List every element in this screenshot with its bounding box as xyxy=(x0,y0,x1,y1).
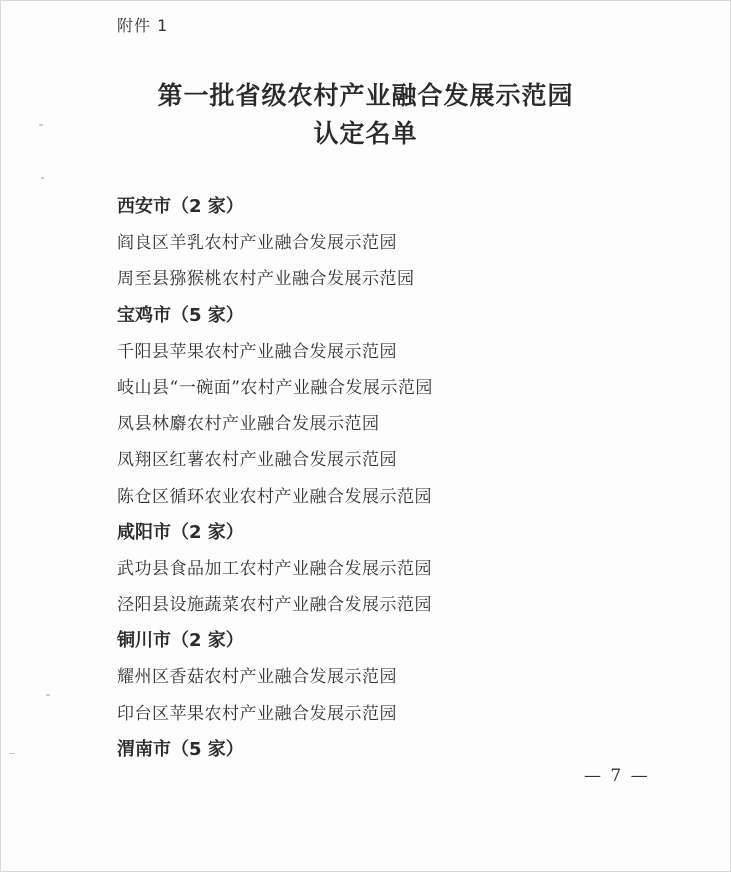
city-heading-xian: 西安市（2 家） xyxy=(117,196,244,217)
park-item: 凤翔区红薯农村产业融合发展示范园 xyxy=(117,450,397,471)
park-item: 周至县猕猴桃农村产业融合发展示范园 xyxy=(117,269,415,290)
park-item: 凤县林麝农村产业融合发展示范园 xyxy=(117,414,380,435)
scan-speck xyxy=(41,177,44,179)
park-item: 千阳县苹果农村产业融合发展示范园 xyxy=(117,341,397,362)
document-title-line-2: 认定名单 xyxy=(313,119,418,148)
city-heading-baoji: 宝鸡市（5 家） xyxy=(117,304,244,326)
city-heading-tongchuan: 铜川市（2 家） xyxy=(117,630,244,652)
scan-speck xyxy=(9,753,15,754)
document-title-line-1: 第一批省级农村产业融合发展示范园 xyxy=(157,81,574,110)
park-item: 耀州区香菇农村产业融合发展示范园 xyxy=(117,667,397,688)
park-item: 印台区苹果农村产业融合发展示范园 xyxy=(117,703,397,724)
scan-speck xyxy=(46,694,50,696)
demonstration-park-list xyxy=(117,189,677,768)
scan-speck xyxy=(39,124,43,126)
city-heading-xianyang: 咸阳市（2 家） xyxy=(117,521,244,543)
park-item: 阎良区羊乳农村产业融合发展示范园 xyxy=(117,233,397,254)
attachment-label: 附件 1 xyxy=(117,16,169,35)
park-item: 泾阳县设施蔬菜农村产业融合发展示范园 xyxy=(117,595,432,616)
park-item: 武功县食品加工农村产业融合发展示范园 xyxy=(117,558,432,579)
park-item: 陈仓区循环农业农村产业融合发展示范园 xyxy=(117,486,432,507)
city-heading-weinan: 渭南市（5 家） xyxy=(117,738,244,760)
park-item: 岐山县“一碗面”农村产业融合发展示范园 xyxy=(117,377,433,398)
page-number: — 7 — xyxy=(584,766,650,786)
